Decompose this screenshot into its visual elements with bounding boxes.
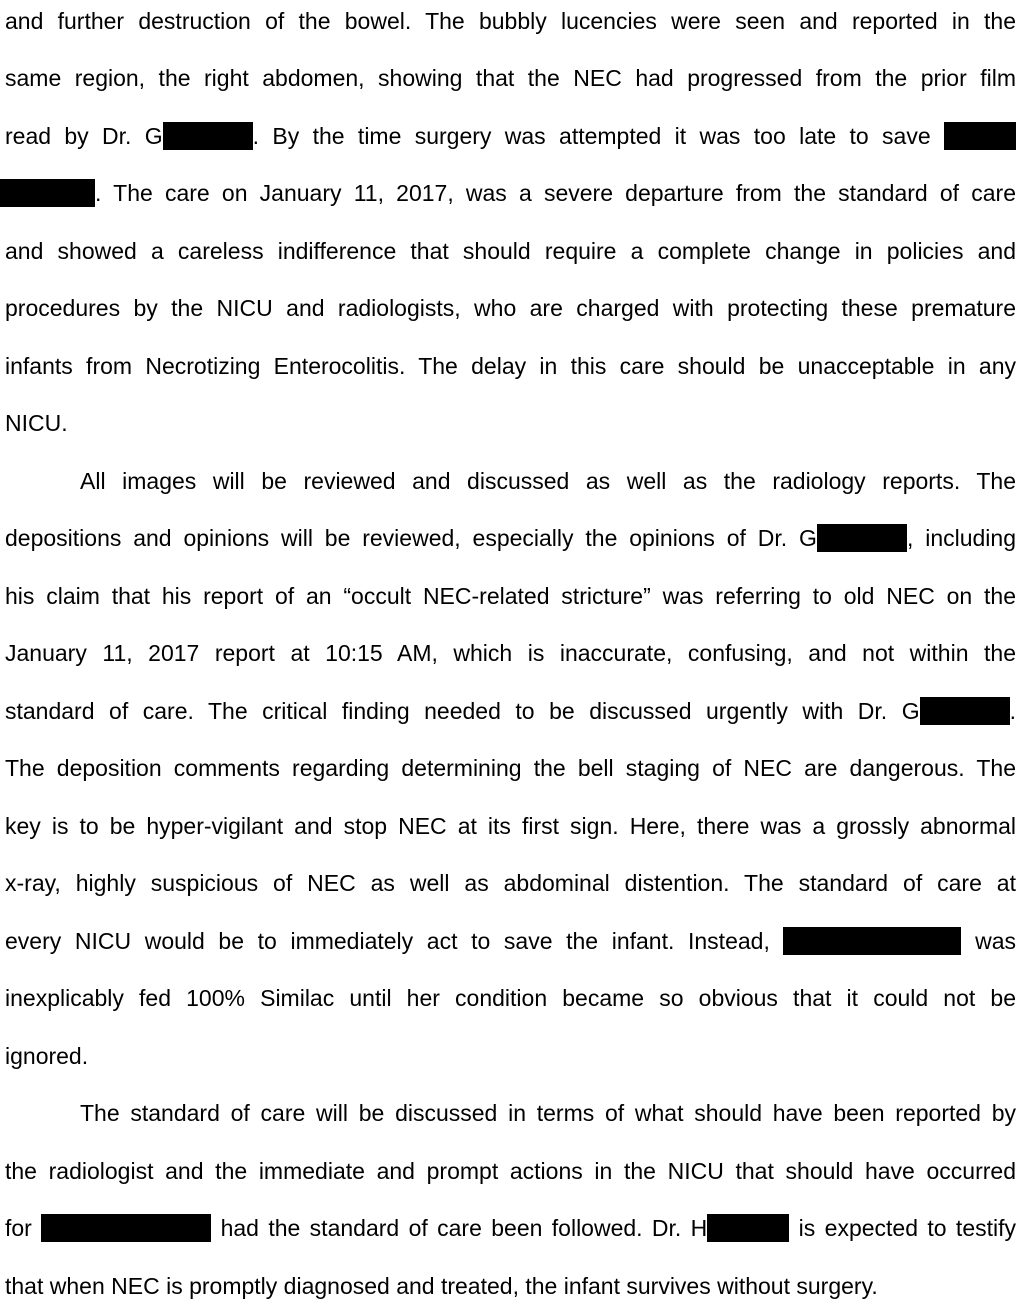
text-line [5,173,1016,213]
redaction-block [707,1214,789,1242]
redaction-block [817,524,907,552]
text-segment: every NICU would be to immediately act to save the infant. Instead, [5,928,770,954]
text-line: infants from Necrotizing Enterocolitis. The delay in this care should be unacceptable in any [5,353,1016,379]
text-segment: read by Dr. G [5,123,163,149]
redaction-block [944,122,1016,150]
text-line [5,518,1016,558]
text-segment: depositions and opinions will be reviewed, especially the opinions of Dr. G [5,525,817,551]
text-segment: . The care on January 11, 2017, was a severe departure from the standard of care [95,180,1016,206]
text-line: The standard of care will be discussed in terms of what should have been reported by [80,1100,1016,1126]
text-line [5,1208,1016,1248]
redaction-block [0,179,95,207]
text-line [5,116,1016,156]
text-segment: . [1009,698,1016,724]
text-line: inexplicably fed 100% Similac until her condition became so obvious that it could not be [5,985,1016,1011]
text-line: key is to be hyper-vigilant and stop NEC at its first sign. Here, there was a grossly abnormal [5,813,1016,839]
text-line: his claim that his report of an “occult NEC-related stricture” was referring to old NEC on the [5,583,1016,609]
text-line [5,691,1016,731]
text-segment: standard of care. The critical finding needed to be discussed urgently with Dr. G [5,698,920,724]
text-segment: was [975,928,1017,954]
text-line [5,921,1016,961]
text-segment: for [5,1215,32,1241]
redaction-block [920,697,1010,725]
redaction-block [783,927,961,955]
redaction-block [41,1214,211,1242]
text-line: ignored. [5,1043,89,1069]
text-segment: . By the time surgery was attempted it was too late to save [252,123,931,149]
text-segment: had the standard of care been followed. Dr. H [220,1215,708,1241]
text-line: x-ray, highly suspicious of NEC as well as abdominal distention. The standard of care at [5,870,1016,896]
text-line: NICU. [5,410,68,436]
text-line: that when NEC is promptly diagnosed and treated, the infant survives without surgery. [5,1273,878,1299]
text-line: the radiologist and the immediate and prompt actions in the NICU that should have occurred [5,1158,1016,1184]
text-line: and further destruction of the bowel. The bubbly lucencies were seen and reported in the [5,8,1016,34]
text-line: procedures by the NICU and radiologists, who are charged with protecting these premature [5,295,1016,321]
text-segment: , including [906,525,1016,551]
text-segment: is expected to testify [798,1215,1016,1241]
text-line: same region, the right abdomen, showing that the NEC had progressed from the prior film [5,65,1016,91]
text-line: All images will be reviewed and discussed as well as the radiology reports. The [80,468,1016,494]
text-line: and showed a careless indifference that should require a complete change in policies and [5,238,1016,264]
text-line: January 11, 2017 report at 10:15 AM, which is inaccurate, confusing, and not within the [5,640,1016,666]
text-line: The deposition comments regarding determining the bell staging of NEC are dangerous. The [5,755,1016,781]
redaction-block [163,122,253,150]
